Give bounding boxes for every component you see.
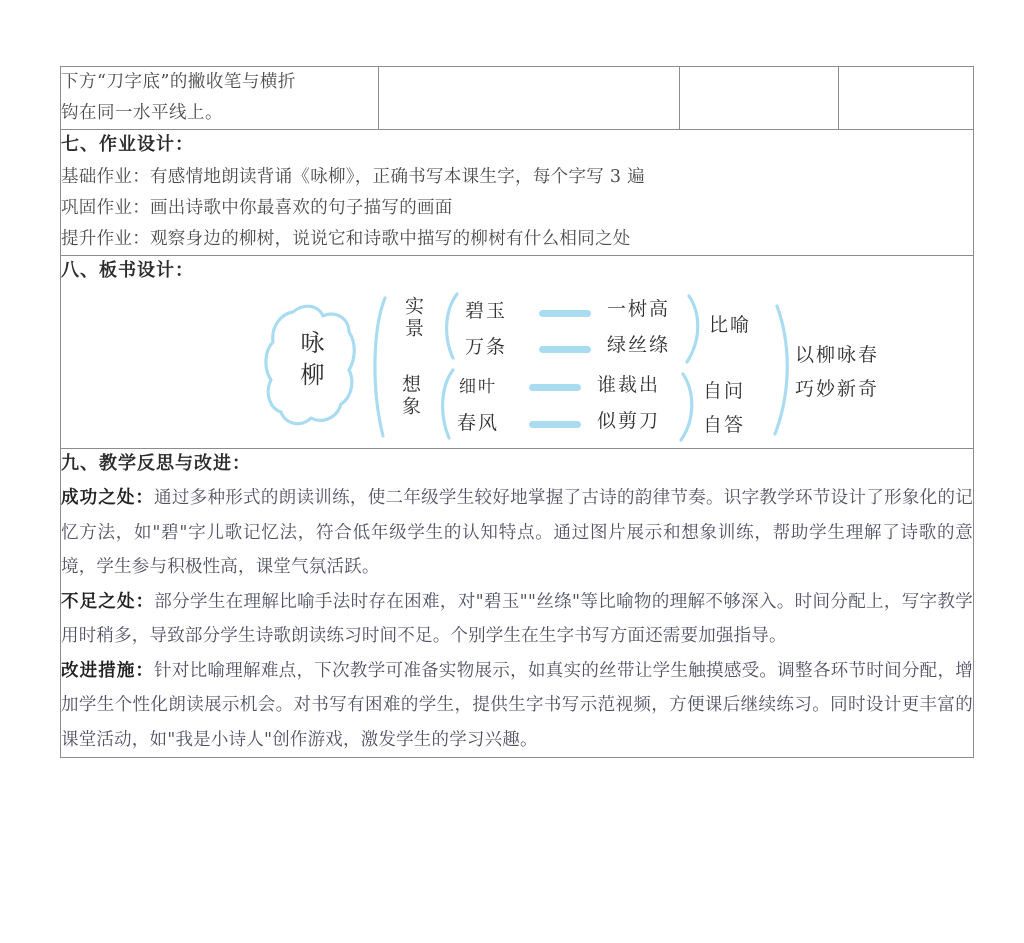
table-row-stroke-note <box>61 67 974 130</box>
diagram-left-term-2: 万条 <box>465 336 508 358</box>
diagram-group-label-imagination: 想象 <box>399 374 421 418</box>
brace-conclusion <box>775 306 787 434</box>
table-row-blackboard <box>61 256 974 449</box>
diagram-device-self-question: 自问 <box>703 380 746 402</box>
diagram-device-self-answer: 自答 <box>703 414 746 436</box>
connector-bar-2 <box>539 346 591 353</box>
brace-real-scene <box>447 294 457 358</box>
diagram-right-term-2: 绿丝绦 <box>607 334 671 356</box>
diagram-left-term-4: 春风 <box>457 412 500 434</box>
diagram-center-label: 咏柳 <box>296 330 324 394</box>
blank-cell-2 <box>680 67 839 130</box>
reflection-paragraph-improvement <box>61 654 973 758</box>
diagram-left-term-1: 碧玉 <box>465 300 508 322</box>
brace-main <box>375 298 385 436</box>
reflection-label-success: 成功之处： <box>61 488 155 508</box>
brace-self-qa <box>681 374 692 440</box>
diagram-group-label-real: 实景 <box>402 296 424 340</box>
diagram-right-term-1: 一树高 <box>607 298 671 320</box>
table-row-homework <box>61 130 974 256</box>
diagram-right-term-4: 似剪刀 <box>597 410 661 432</box>
lesson-plan-table <box>60 66 974 758</box>
blank-cell-1 <box>379 67 680 130</box>
reflection-label-shortcoming: 不足之处： <box>61 591 155 612</box>
homework-item-advance: 提升作业：观察身边的柳树，说说它和诗歌中描写的柳树有什么相同之处 <box>61 229 631 249</box>
table-row-reflection <box>61 449 974 758</box>
stroke-note-cell <box>61 67 379 130</box>
reflection-section-cell <box>61 449 974 758</box>
homework-title: 七、作业设计： <box>61 134 194 155</box>
reflection-text-improvement: 针对比喻理解难点，下次教学可准备实物展示，如真实的丝带让学生触摸感受。调整各环节时间分配，增加学生个性化朗读展示机会。对书写有困难的学生，提供生字书写示范视频，方便课后继续练习。同时设计更丰富的课堂活动，如"我是小诗人"创作游戏，激发学生的学习兴趣。 <box>61 660 973 750</box>
stroke-note-line-2: 钩在同一水平线上。 <box>61 103 223 123</box>
brace-imagination <box>443 370 453 438</box>
diagram-device-metaphor: 比喻 <box>709 314 752 336</box>
diagram-right-term-3: 谁裁出 <box>597 374 661 396</box>
reflection-paragraph-shortcoming <box>61 585 973 654</box>
connector-bar-4 <box>529 421 581 428</box>
blackboard-diagram <box>61 288 973 448</box>
blackboard-title: 八、板书设计： <box>61 260 194 281</box>
reflection-label-improvement: 改进措施： <box>61 660 155 681</box>
reflection-title: 九、教学反思与改进： <box>61 453 251 474</box>
stroke-note-line-1: 下方“刀字底”的撇收笔与横折 <box>61 72 296 92</box>
reflection-paragraph-success <box>61 481 973 585</box>
diagram-left-term-3: 细叶 <box>459 377 497 397</box>
blackboard-section-cell <box>61 256 974 449</box>
connector-bar-1 <box>539 310 591 317</box>
reflection-text-success: 通过多种形式的朗读训练，使二年级学生较好地掌握了古诗的韵律节奏。识字教学环节设计了形象化的记忆方法，如"碧"字儿歌记忆法，符合低年级学生的认知特点。通过图片展示和想象训练，帮助学生理解了诗歌的意境，学生参与积极性高，课堂气氛活跃。 <box>61 488 973 577</box>
connector-bar-3 <box>529 384 581 391</box>
brace-metaphor <box>687 296 698 362</box>
reflection-text-shortcoming: 部分学生在理解比喻手法时存在困难，对"碧玉""丝绦"等比喻物的理解不够深入。时间分配上，写字教学用时稍多，导致部分学生诗歌朗读练习时间不足。个别学生在生字书写方面还需要加强指导。 <box>61 591 974 646</box>
blank-cell-3 <box>839 67 974 130</box>
homework-item-basic: 基础作业：有感情地朗读背诵《咏柳》，正确书写本课生字，每个字写 3 遍 <box>61 167 646 187</box>
diagram-conclusion-line-1: 以柳咏春 <box>795 344 880 366</box>
diagram-conclusion-line-2: 巧妙新奇 <box>795 378 880 400</box>
homework-section-cell <box>61 130 974 256</box>
homework-item-consolidate: 巩固作业：画出诗歌中你最喜欢的句子描写的画面 <box>61 198 453 218</box>
